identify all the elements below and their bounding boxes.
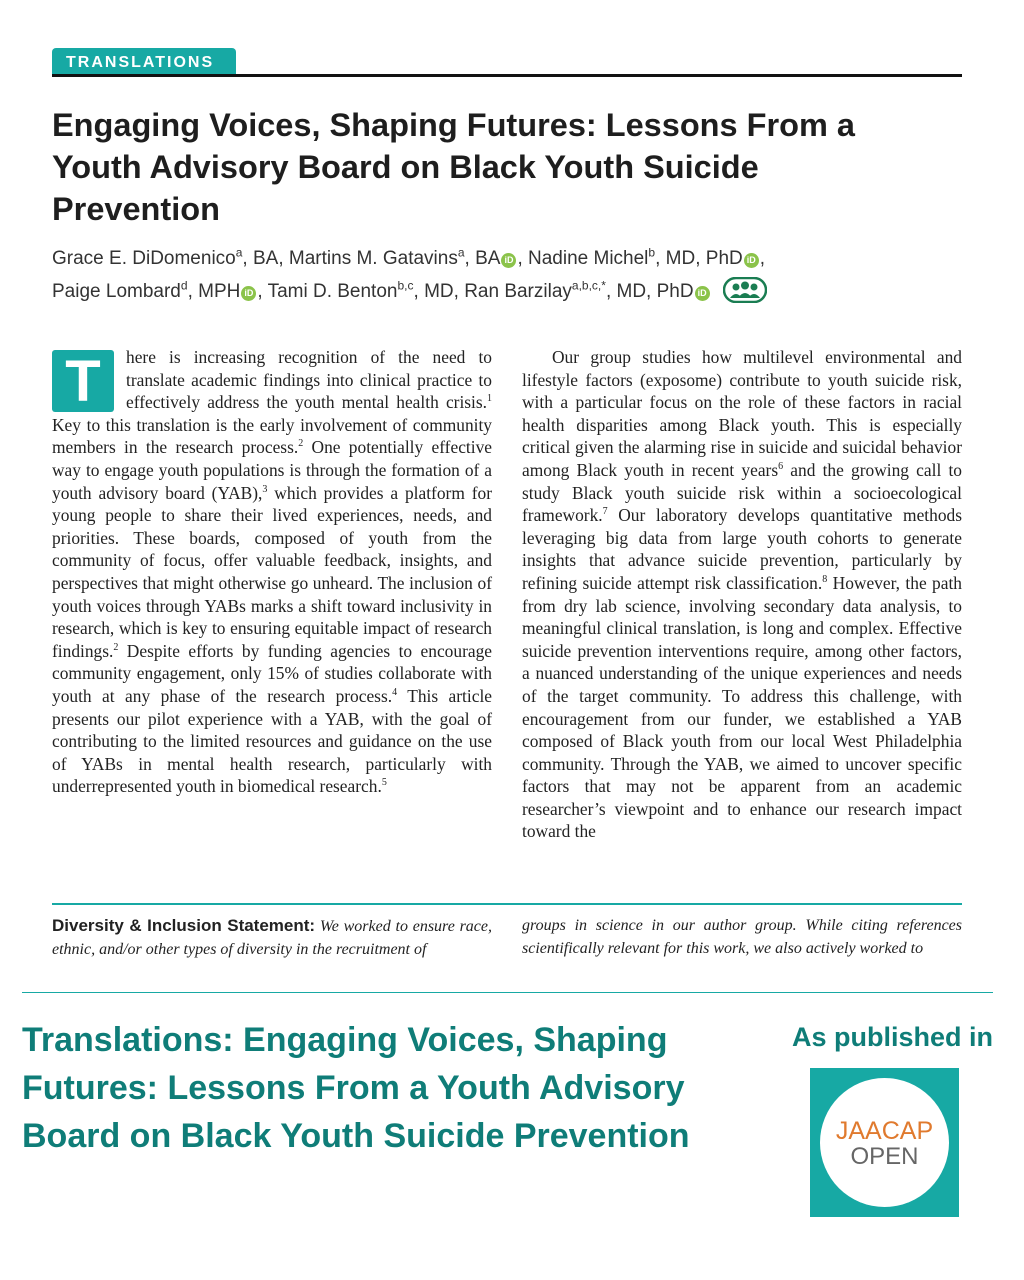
footer-divider <box>22 992 993 993</box>
body-text: This article presents our pilot experience with a YAB, with the goal of contributing to the limited resources and guidance on the use of YABs in mental health research, particularly with underrepresented youth in biomedical research. <box>52 685 492 797</box>
body-text: Despite efforts by funding agencies to encourage community engagement, only 15% of studies collaborate with youth at any phase of the research process. <box>52 640 492 706</box>
author-affiliation: b <box>648 246 656 260</box>
author: Tami D. Benton$^{b,c}$, MD, <box>267 278 465 302</box>
diversity-statement-text-left: We worked to ensure race, ethnic, and/or other types of diversity in the recruitment of <box>52 918 493 958</box>
citation-ref[interactable]: 4 <box>392 687 398 699</box>
published-label: As published in <box>791 1022 993 1052</box>
citation-ref[interactable]: 2 <box>298 438 304 450</box>
author-degree: MD, PhD <box>665 248 743 270</box>
body-text: and the growing call to study Black youth suicide risk within a socioecological framework. <box>522 459 962 526</box>
top-rule <box>52 74 962 77</box>
author-list <box>52 240 952 305</box>
journal-logo-top: JAACAP <box>835 1117 934 1145</box>
citation-ref[interactable]: 5 <box>381 777 387 789</box>
body-text: Our laboratory develops quantitative methods leveraging big data from large youth cohorts to generate insights that advance suicide prevention, particularly by refining suicide attempt risk classification. <box>522 505 962 593</box>
author-affiliation: a,b,c,* <box>571 278 606 293</box>
orcid-icon[interactable]: iD <box>744 253 759 268</box>
section-tag: TRANSLATIONS <box>52 48 236 75</box>
body-text: However, the path from dry lab science, involving secondary data analysis, to meaningful clinical translation, is long and complex. Effective suicide prevention interventions require, among other factors, a nuanced understanding of the unique experiences and needs of the target community. To address this challenge, with encouragement from our funder, we established a YAB composed of Black youth from our local West Philadelphia community. Through the YAB, we aimed to uncover specific factors that may not be apparent from an academic researcher’s viewpoint and to enhance our research impact toward the <box>522 572 962 842</box>
diversity-statement-label: Diversity & Inclusion Statement: <box>52 916 316 935</box>
diversity-statement-right <box>522 914 962 960</box>
body-text: Our group studies how multilevel environmental and lifestyle factors (exposome) contribute to youth suicide risk, with a particular focus on the role of these factors in racial health disparities among Black youth. This is especially critical given the alarming rise in suicide and suicidal behavior among Black youth in recent years <box>522 347 962 480</box>
author: Paige Lombard$^d$, MPH iD , <box>52 278 268 302</box>
citation-ref[interactable]: 8 <box>822 574 828 586</box>
orcid-icon[interactable]: iD <box>241 286 256 301</box>
author: Grace E. DiDomenico$^a$, BA, <box>52 246 289 270</box>
citation-ref[interactable]: 2 <box>113 641 119 653</box>
author-degree: MD, PhD <box>616 280 694 302</box>
footer-caption: Translations: Engaging Voices, Shaping Futures: Lessons From a Youth Advisory Board on Black Youth Suicide Prevention <box>22 1021 690 1155</box>
journal-logo-bottom: OPEN <box>850 1143 919 1170</box>
author-degree: BA <box>475 248 501 270</box>
citation-ref[interactable]: 1 <box>487 393 492 405</box>
author-name: Grace E. DiDomenico <box>52 248 236 270</box>
citation-ref[interactable]: 3 <box>262 483 268 495</box>
body-text: One potentially effective way to engage youth populations is through the formation of a youth advisory board (YAB), <box>52 437 492 503</box>
orcid-icon[interactable]: iD <box>695 286 710 301</box>
body-text: here is increasing recognition of the need to translate academic findings into clinical practice to effectively address the youth mental health crisis. <box>126 347 492 413</box>
author-affiliation: a <box>235 246 243 260</box>
author-degree: BA <box>252 248 279 270</box>
drop-cap: T <box>52 350 114 412</box>
author-affiliation: a <box>457 246 465 260</box>
body-column-left <box>52 346 492 798</box>
author-name: Nadine Michel <box>528 248 649 270</box>
body-text: Key to this translation is the early involvement of community members in the research process. <box>52 414 492 458</box>
author-name: Paige Lombard <box>52 280 181 302</box>
author-degree: MPH <box>198 280 241 302</box>
journal-logo-circle <box>820 1078 949 1207</box>
author-name: Ran Barzilay <box>464 280 572 302</box>
orcid-icon[interactable]: iD <box>501 253 516 268</box>
body-column-right <box>522 346 962 843</box>
group-people-icon <box>723 277 767 303</box>
citation-ref[interactable]: 6 <box>778 461 784 473</box>
author-affiliation: b,c <box>397 278 414 293</box>
body-text: which provides a platform for young people to share their lived experiences, needs, and priorities. These boards, composed of youth from the community of focus, offer valuable feedback, insights, and perspectives that might otherwise go unheard. The inclusion of youth voices through YABs marks a shift toward inclusivity in research, which is key to ensuring equitable impact of research findings. <box>52 482 492 661</box>
diversity-rule <box>52 903 962 905</box>
article-title: Engaging Voices, Shaping Futures: Lessons From a Youth Advisory Board on Black Youth Suicide Prevention <box>52 107 855 227</box>
author-degree: MD <box>424 280 454 302</box>
author: Ran Barzilay$^{a,b,c,*}$, MD, PhD iD <box>464 281 710 302</box>
author-affiliation: d <box>180 278 188 293</box>
author: Martins M. Gatavins$^a$, BA iD , <box>288 246 529 270</box>
author-name: Martins M. Gatavins <box>288 248 458 270</box>
citation-ref[interactable]: 7 <box>602 506 608 518</box>
author-name: Tami D. Benton <box>267 280 398 302</box>
diversity-statement-left <box>52 914 492 961</box>
diversity-statement-text-right: groups in science in our author group. While citing references scientifically relevant for this work, we also actively worked to <box>522 917 962 957</box>
author: Nadine Michel$^b$, MD, PhD iD , <box>528 246 766 270</box>
journal-logo <box>810 1068 959 1217</box>
